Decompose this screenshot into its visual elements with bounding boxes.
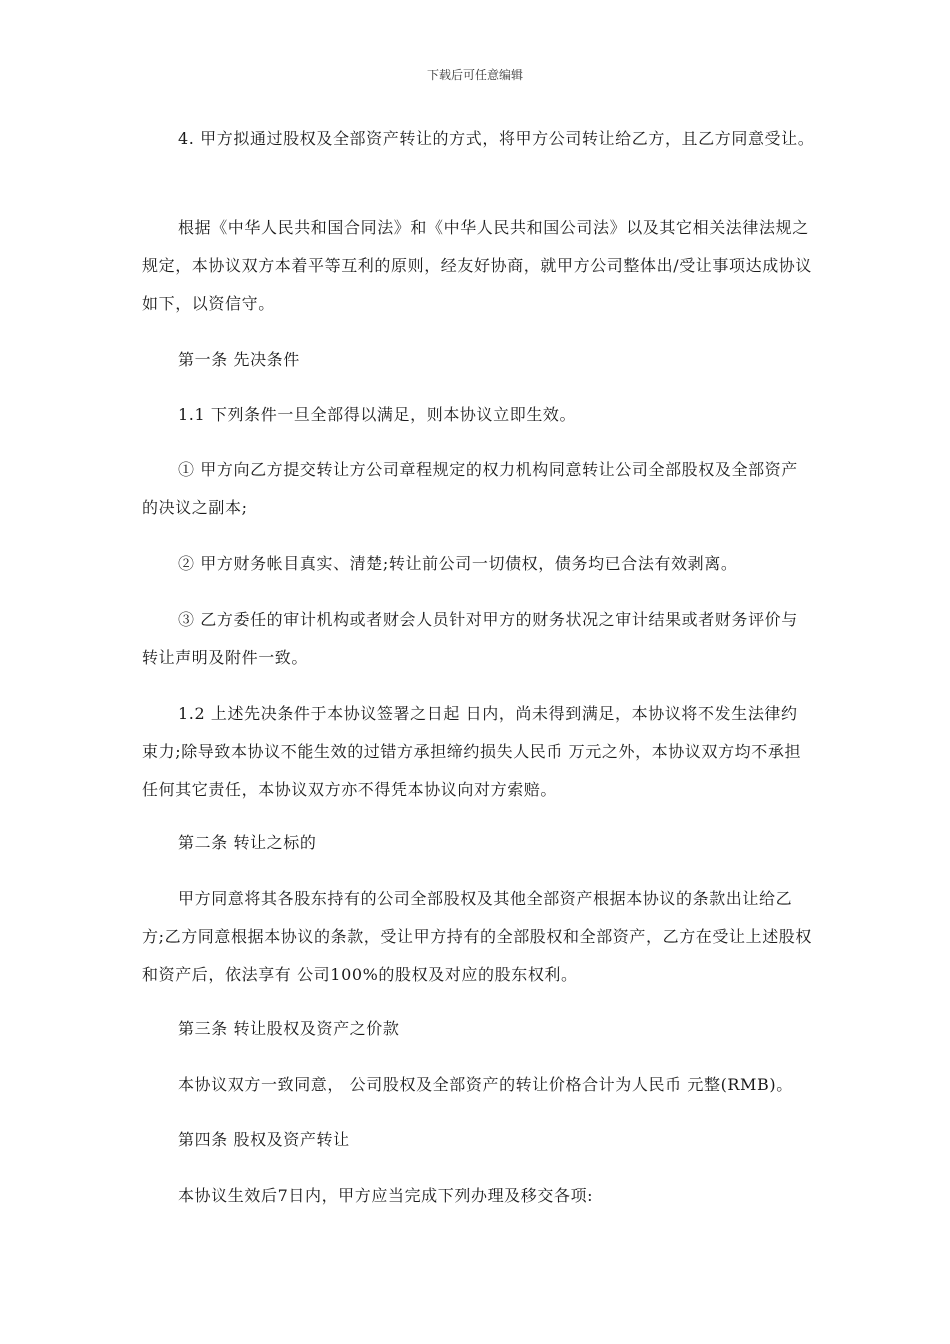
header-note: 下载后可任意编辑 xyxy=(426,68,523,82)
paragraph-legal-basis: 根据《中华人民共和国合同法》和《中华人民共和国公司法》以及其它相关法律法规之规定，本协议双方本着平等互利的原则，经友好协商，就甲方公司整体出/受让事项达成协议如下，以资信守。 xyxy=(142,218,812,313)
article-4-heading: 第四条 股权及资产转让 xyxy=(178,1130,350,1149)
article-2-heading: 第二条 转让之标的 xyxy=(178,833,317,852)
paragraph-intro-4: 4. 甲方拟通过股权及全部资产转让的方式，将甲方公司转让给乙方，且乙方同意受让。 xyxy=(178,129,815,148)
clause-1-2: 1.2 上述先决条件于本协议签署之日起 日内，尚未得到满足，本协议将不发生法律约束力;除导致本协议不能生效的过错方承担缔约损失人民币 万元之外，本协议双方均不承担任何其它责任，本协议双方亦不得凭本协议向对方索赔。 xyxy=(142,704,802,799)
article-3-heading: 第三条 转让股权及资产之价款 xyxy=(178,1019,400,1038)
paragraph-transfer-steps: 本协议生效后7日内，甲方应当完成下列办理及移交各项: xyxy=(178,1186,594,1205)
article-1-heading: 第一条 先决条件 xyxy=(178,350,300,369)
condition-1: ① 甲方向乙方提交转让方公司章程规定的权力机构同意转让公司全部股权及全部资产的决议之副本; xyxy=(142,460,798,517)
paragraph-price: 本协议双方一致同意， 公司股权及全部资产的转让价格合计为人民币 元整(RMB)。 xyxy=(178,1075,793,1094)
condition-3: ③ 乙方委任的审计机构或者财会人员针对甲方的财务状况之审计结果或者财务评价与转让声明及附件一致。 xyxy=(142,610,798,667)
paragraph-transfer-subject: 甲方同意将其各股东持有的公司全部股权及其他全部资产根据本协议的条款出让给乙方;乙方同意根据本协议的条款，受让甲方持有的全部股权和全部资产，乙方在受让上述股权和资产后，依法享有 公司100%的股权及对应的股东权利。 xyxy=(142,889,812,984)
condition-2: ② 甲方财务帐目真实、清楚;转让前公司一切债权，债务均已合法有效剥离。 xyxy=(178,554,738,573)
clause-1-1: 1.1 下列条件一旦全部得以满足，则本协议立即生效。 xyxy=(178,405,577,424)
